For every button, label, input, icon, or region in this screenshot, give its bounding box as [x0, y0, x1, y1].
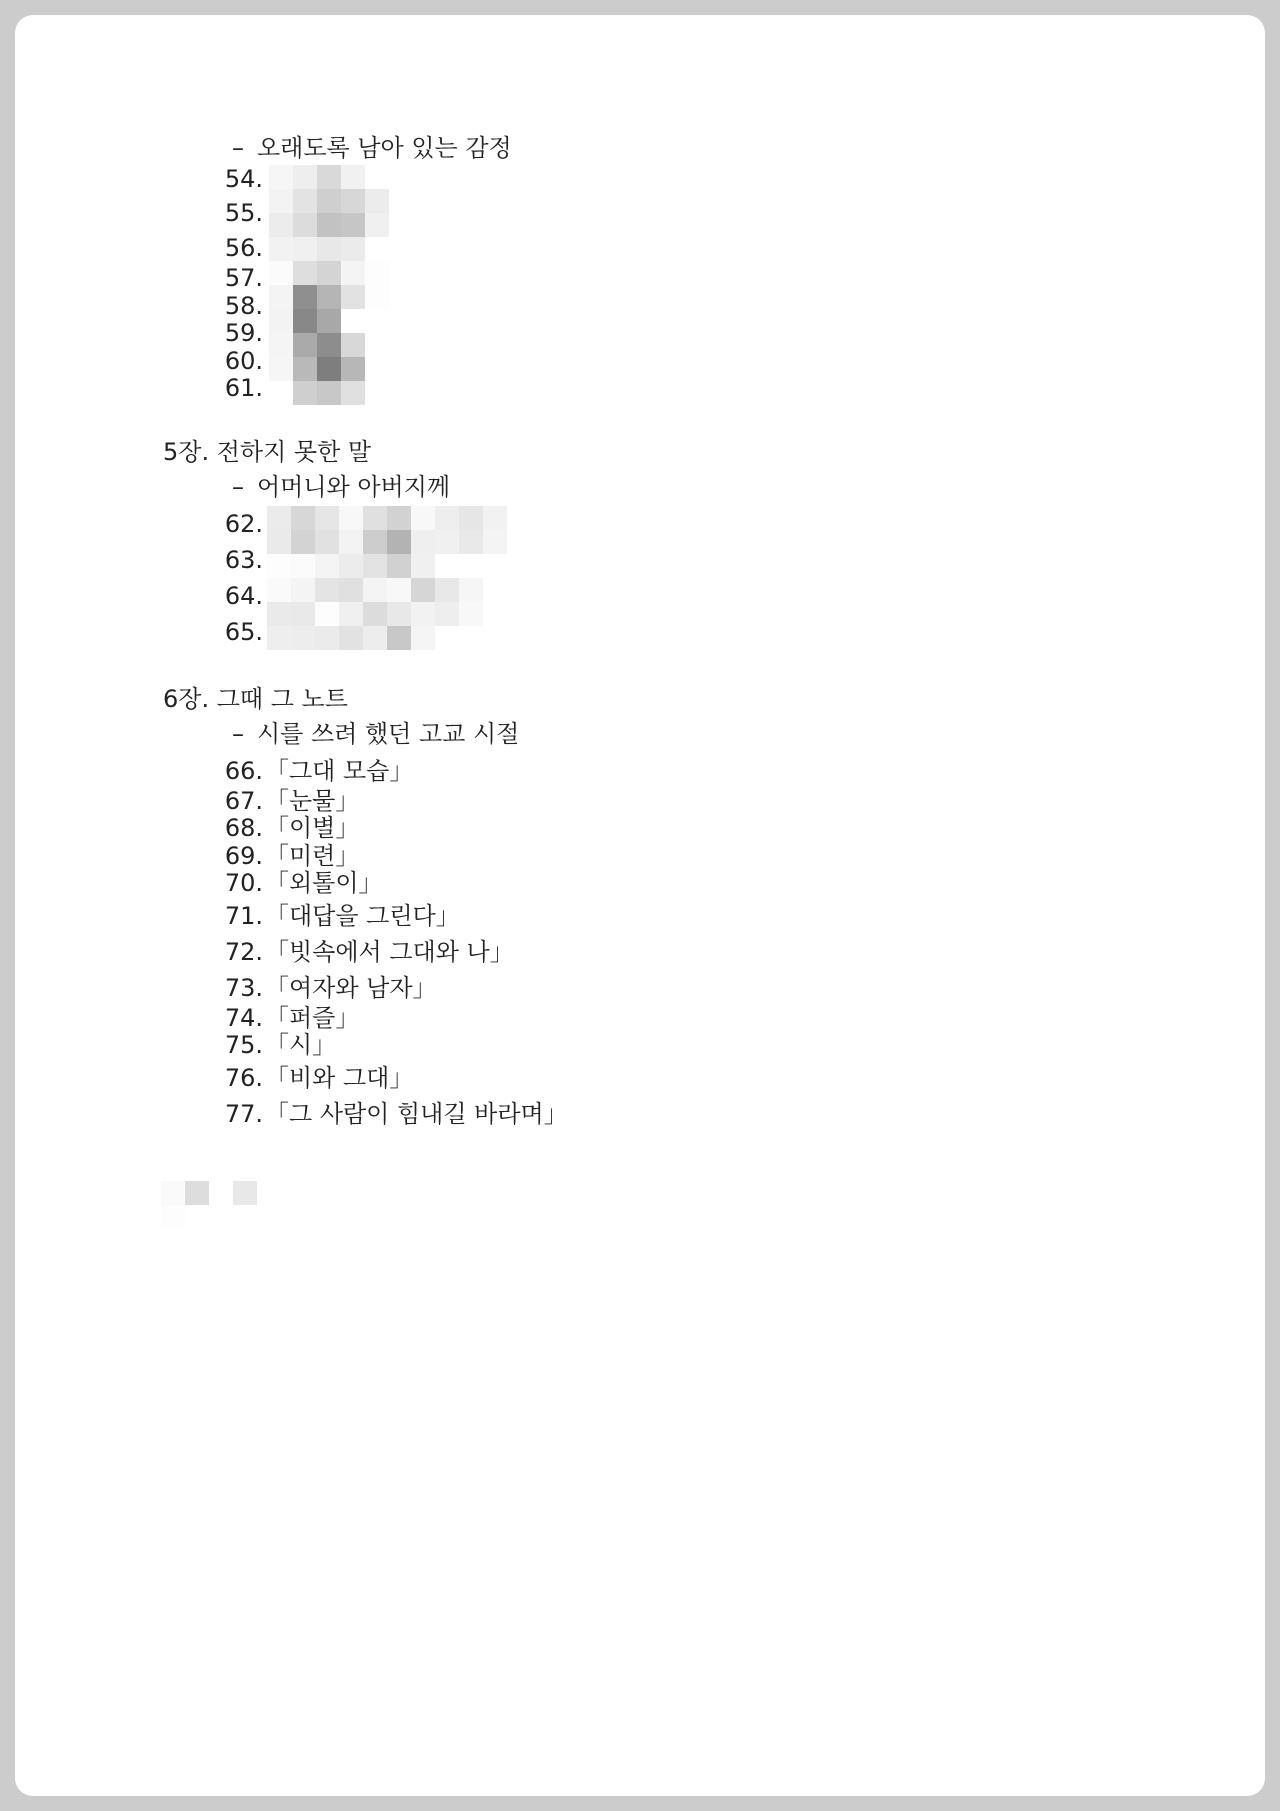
list-item-number: 74.	[224, 1004, 263, 1032]
list-item-number: 58.	[224, 292, 263, 320]
list-item-number: 70.	[224, 869, 263, 897]
document-page	[15, 15, 1265, 1796]
list-item-title: 「그 사람이 힘내길 바라며」	[265, 1100, 568, 1128]
list-item-title: 「빗속에서 그대와 나」	[265, 938, 514, 966]
list-item-number: 71.	[224, 902, 263, 930]
redacted-titles-block	[269, 165, 389, 405]
subtitle-dash: –	[232, 720, 244, 748]
list-item-title: 「비와 그대」	[265, 1064, 414, 1092]
list-item-number: 55.	[224, 199, 263, 227]
list-item-number: 61.	[224, 374, 263, 402]
list-item-number: 62.	[224, 510, 263, 538]
list-item-number: 65.	[224, 618, 263, 646]
list-item-title: 「이별」	[265, 814, 360, 842]
list-item-title: 「대답을 그린다」	[265, 902, 460, 930]
list-item-title: 「미련」	[265, 842, 360, 870]
list-item-number: 67.	[224, 787, 263, 815]
chapter-heading: 6장. 그때 그 노트	[163, 685, 348, 713]
list-item-number: 66.	[224, 757, 263, 785]
list-item-title: 「외톨이」	[265, 869, 383, 897]
list-item-number: 64.	[224, 582, 263, 610]
list-item-number: 59.	[224, 319, 263, 347]
list-item-number: 69.	[224, 842, 263, 870]
redacted-footer-block	[161, 1181, 257, 1229]
list-item-title: 「그대 모습」	[265, 757, 414, 785]
list-item-number: 76.	[224, 1064, 263, 1092]
chapter-subtitle: 어머니와 아버지께	[257, 473, 451, 501]
list-item-title: 「눈물」	[265, 787, 360, 815]
list-item-number: 54.	[224, 165, 263, 193]
subtitle-dash: –	[232, 134, 244, 162]
list-item-number: 63.	[224, 546, 263, 574]
chapter-heading: 5장. 전하지 못한 말	[163, 438, 372, 466]
list-item-number: 68.	[224, 814, 263, 842]
list-item-title: 「퍼즐」	[265, 1004, 360, 1032]
subtitle-dash: –	[232, 473, 244, 501]
redacted-titles-block	[267, 506, 507, 650]
list-item-number: 57.	[224, 264, 263, 292]
section-subtitle: 오래도록 남아 있는 감정	[257, 134, 512, 162]
list-item-title: 「시」	[265, 1031, 337, 1059]
list-item-number: 75.	[224, 1031, 263, 1059]
list-item-title: 「여자와 남자」	[265, 974, 437, 1002]
list-item-number: 77.	[224, 1100, 263, 1128]
list-item-number: 56.	[224, 234, 263, 262]
list-item-number: 72.	[224, 938, 263, 966]
chapter-subtitle: 시를 쓰려 했던 고교 시절	[257, 720, 520, 748]
list-item-number: 60.	[224, 347, 263, 375]
list-item-number: 73.	[224, 974, 263, 1002]
